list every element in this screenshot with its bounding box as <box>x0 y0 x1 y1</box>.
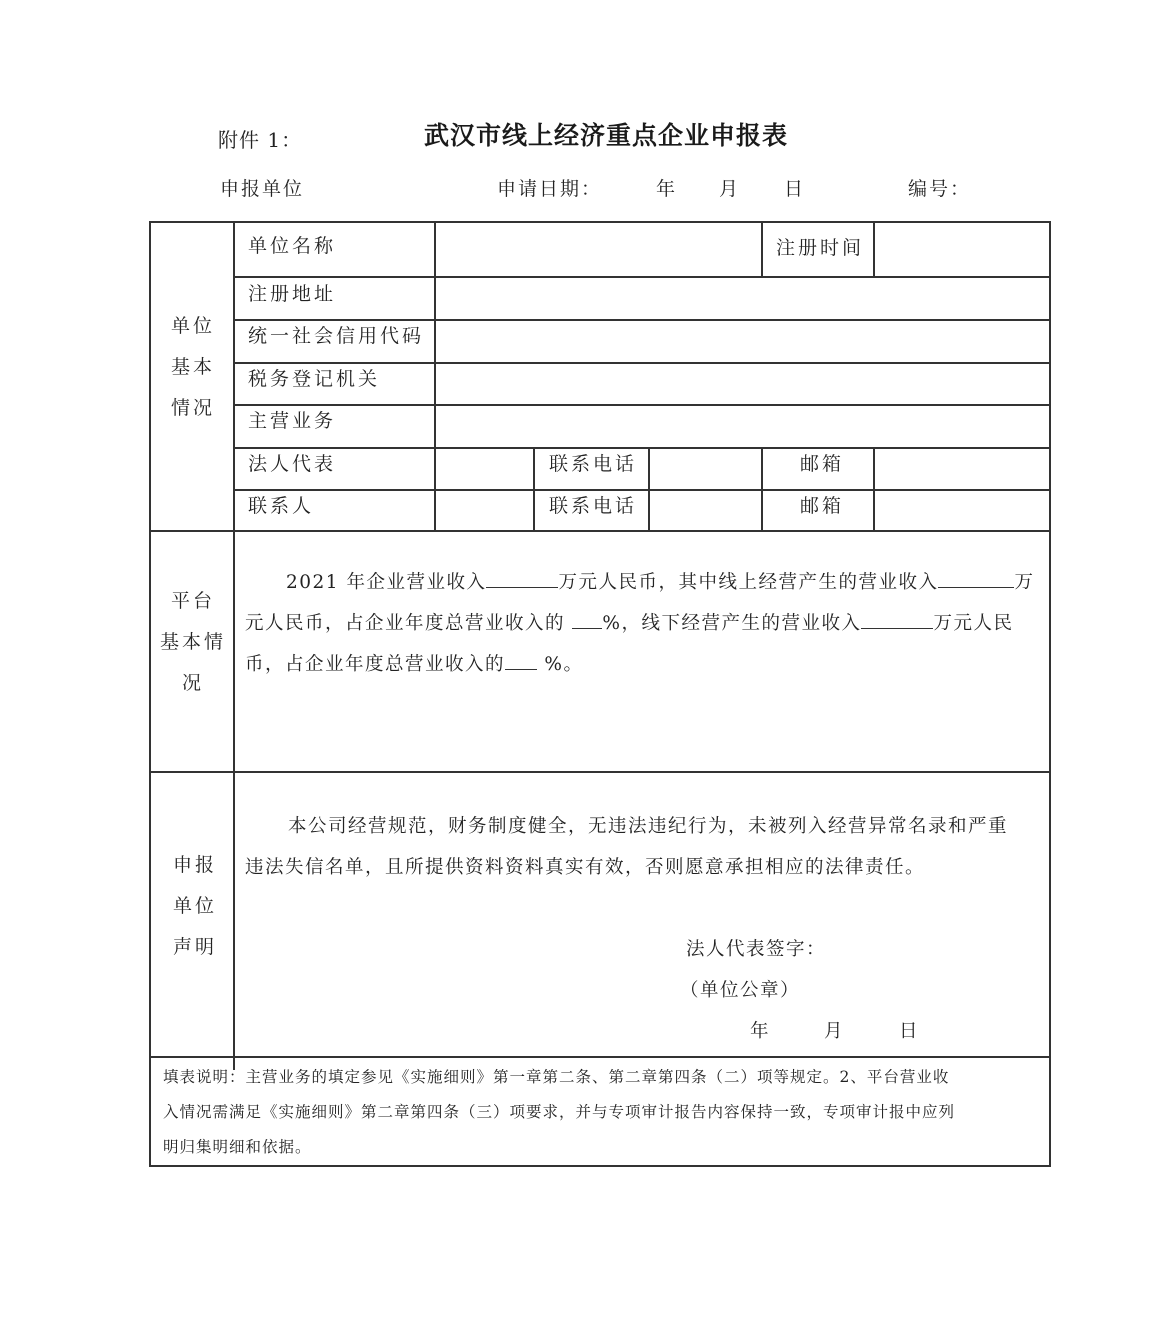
section-title-basic: 单位 基本 情况 <box>170 315 215 419</box>
date-month: 月 <box>719 178 741 200</box>
label-phone-1: 联系电话 <box>549 453 638 475</box>
blank-offline-revenue <box>861 610 933 629</box>
decl-day: 日 <box>899 1021 920 1042</box>
declaration-line-2: 违法失信名单，且所提供资料资料真实有效，否则愿意承担相应的法律责任。 <box>245 857 926 878</box>
label-main-business: 主营业务 <box>248 410 337 432</box>
label-phone-2: 联系电话 <box>549 495 638 517</box>
label-register-time: 注册时间 <box>776 237 865 259</box>
fill-instructions <box>163 1060 1043 1165</box>
date-year: 年 <box>656 178 678 200</box>
signature-label: 法人代表签字： <box>686 939 827 960</box>
section-title-declaration: 申报 单位 声明 <box>172 854 217 958</box>
number-label: 编号： <box>908 178 972 200</box>
label-contact: 联系人 <box>248 495 315 517</box>
label-register-address: 注册地址 <box>248 283 337 305</box>
applicant-label: 申报单位 <box>220 178 305 200</box>
label-email-1: 邮箱 <box>800 453 845 475</box>
blank-offline-percent <box>505 651 537 670</box>
note-line-1: 填表说明：主营业务的填定参见《实施细则》第一章第二条、第二章第四条（二）项等规定。2、平台营业收 <box>163 1068 950 1086</box>
blank-online-revenue <box>938 569 1014 588</box>
blank-revenue <box>486 569 558 588</box>
decl-year: 年 <box>750 1021 771 1042</box>
note-line-3: 明归集明细和依据。 <box>163 1138 312 1156</box>
page-title: 武汉市线上经济重点企业申报表 <box>424 121 789 150</box>
label-tax-office: 税务登记机关 <box>248 368 381 390</box>
section-title-platform: 平台 基本情 况 <box>159 590 226 694</box>
blank-online-percent <box>572 610 602 629</box>
declaration-line-1: 本公司经营规范，财务制度健全，无违法违纪行为，未被列入经营异常名录和严重 <box>288 816 1009 837</box>
decl-month: 月 <box>824 1021 845 1042</box>
platform-line-1: 2021 年企业营业收入 万元人民币，其中线上经营产生的营业收入 万 <box>286 562 1046 603</box>
label-legal-rep: 法人代表 <box>248 453 337 475</box>
label-credit-code: 统一社会信用代码 <box>248 325 425 347</box>
date-day: 日 <box>784 178 806 200</box>
platform-line-3: 币，占企业年度总营业收入的 %。 <box>245 644 1045 685</box>
seal-label: （单位公章） <box>680 980 801 1001</box>
label-unit-name: 单位名称 <box>248 235 337 257</box>
note-line-2: 入情况需满足《实施细则》第二章第四条（三）项要求，并与专项审计报告内容保持一致，专项审计报中应列 <box>163 1103 956 1121</box>
date-label: 申请日期： <box>497 178 603 200</box>
attachment-label: 附件 1： <box>218 128 303 152</box>
platform-line-2: 元人民币，占企业年度总营业收入的 %，线下经营产生的营业收入 万元人民 <box>245 603 1045 644</box>
label-email-2: 邮箱 <box>800 495 845 517</box>
